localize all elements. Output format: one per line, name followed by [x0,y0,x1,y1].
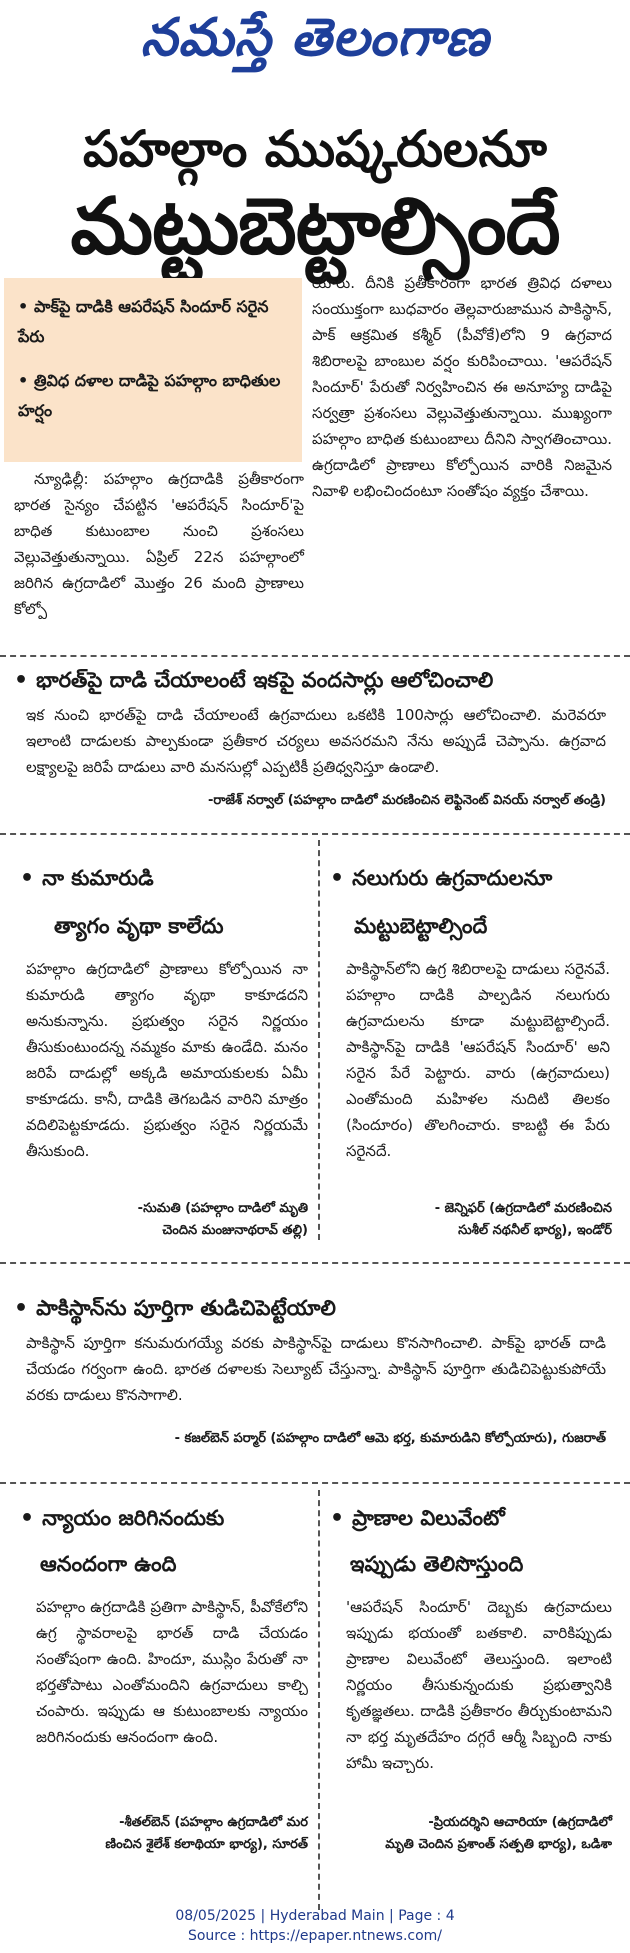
section-3-body: పాకిస్థాన్‌లోని ఉగ్ర శిబిరాలపై దాడులు సరైనవే. పహల్గాం దాడికి పాల్పడిన నలుగురు ఉగ్రవాదులను కూడా మట్టుబెట్టాల్సిందే. పాకిస్థాన్‌పై దాడికి 'ఆపరేషన్ సిందూర్' అని సరైన పేరే పెట్టారు. వారు (ఉగ్రవాదులు) ఎంతోమంది మహిళల నుదిటి తిలకం (సిందూరం) తొలగించారు. కాబట్టి ఈ పేరు సరైనదే. [346,960,610,1160]
headline-line-2: మట్టుబెట్టాల్సిందే [70,182,560,272]
section-divider [0,833,630,835]
lead-paragraph-right: యారు. దీనికి ప్రతీకారంగా భారత త్రివిధ దళాలు సంయుక్తంగా బుధవారం తెల్లవారుజామున పాకిస్థాన్, పాక్ ఆక్రమిత కశ్మీర్ (పీవోకే)లోని 9 ఉగ్రవాద శిబిరాలపై బాంబుల వర్షం కురిపించాయి. 'ఆపరేషన్ సిందూర్' పేరుతో నిర్వహించిన ఈ అనూహ్య దాడిపై సర్వత్రా ప్రశంసలు వెల్లువెత్తుతున్నాయి. ముఖ్యంగా పహల్గాం బాధిత కుటుంబాలు దీనిని స్వాగతించాయి. ఉగ్రదాడిలో ప్రాణాలు కోల్పోయిన వారికి నిజమైన నివాళి లభించిందంటూ సంతోషం వ్యక్తం చేశాయి. [312,274,612,500]
bullet-icon: • [20,1506,35,1531]
bullet-icon: • [330,1506,345,1531]
bullet-icon: • [18,371,29,390]
highlight-item: • త్రివిధ దళాల దాడిపై పహల్గాం బాధితుల హర్షం [18,366,288,426]
footer-source: Source : https://epaper.ntnews.com/ [187,1928,443,1944]
column-divider [318,840,320,1240]
section-1-body: ఇక నుంచి భారత్‌పై దాడి చేయాలంటే ఉగ్రవాదులు ఒకటికి 100సార్లు ఆలోచించాలి. మరెవరూ ఇలాంటి దాడులకు పాల్పకుండా ప్రతీకార చర్యలు అవసరమని నేను అప్పుడే చెప్పాను. ఉగ్రవాద లక్ష్యాలపై జరిపే దాడులు వారి మనసుల్లో ఎప్పటికీ ప్రతిధ్వనిస్తూ ఉండాలి. [26,706,606,776]
masthead [0,0,630,88]
section-2-byline: -సుమతి (పహల్గాం దాడిలో మృతి చెందిన మంజునాథరావ్ తల్లి) [137,1201,308,1238]
highlights-box [4,278,302,462]
section-3-byline: - జెన్నిఫర్ (ఉగ్రదాడిలో మరణించిన సుశీల్ నథనీల్ భార్య), ఇండోర్ [434,1201,612,1238]
footer-date-edition: 08/05/2025 | Hyderabad Main | Page : 4 [175,1908,455,1924]
section-6-heading-line-2: ఇప్పుడు తెలిసొస్తుంది [350,1552,524,1576]
section-1-byline: -రాజేశ్ నర్వాల్ (పహల్గాం దాడిలో మరణించిన లెఫ్టినెంట్ వినయ్ నర్వాల్ తండ్రి) [207,793,606,808]
highlight-item: • పాక్‌పై దాడికి ఆపరేషన్ సిందూర్ సరైన పేరు [18,292,288,352]
lead-paragraph-left: న్యూఢిల్లీ: పహల్గాం ఉగ్రదాడికి ప్రతీకారంగా భారత సైన్యం చేపట్టిన 'ఆపరేషన్ సిందూర్'పై బాధిత కుటుంబాల నుంచి ప్రశంసలు వెల్లువెత్తుతున్నాయి. ఏప్రిల్ 22న పహల్గాంలో జరిగిన ఉగ్రదాడిలో మొత్తం 26 మంది ప్రాణాలు కోల్పో [14,470,304,618]
masthead-title: నమస్తే తెలంగాణ [140,7,490,68]
section-divider [0,1262,630,1264]
bullet-icon: • [18,297,29,316]
section-divider [0,655,630,657]
section-6-byline: -ప్రియదర్శిని ఆచారియా (ఉగ్రదాడిలో మృతి చెందిన ప్రశాంత్ సత్పతి భార్య), ఒడిశా [385,1815,612,1852]
section-5-byline: -శీతల్‌బెన్ (పహల్గాం ఉగ్రదాడిలో మర ణించిన శైలేశ్ కలాథియా భార్య), సూరత్ [105,1815,308,1852]
section-3-heading: • నలుగురు ఉగ్రవాదులనూ [330,866,553,891]
section-6-heading: • ప్రాణాల విలువేంటో [330,1506,505,1531]
section-6-body: 'ఆపరేషన్ సిందూర్' దెబ్బకు ఉగ్రవాదులు ఇప్పుడు భయంతో బతకాలి. వారికిప్పుడు ప్రాణాల విలువేంటో తెలుస్తుంది. ఇలాంటి నిర్ణయం తీసుకున్నందుకు ప్రభుత్వానికి కృతజ్ఞతలు. దాడికి ప్రతీకారం తీర్చుకుంటామని నా భర్త మృతదేహం దగ్గరే ఆర్మీ సిబ్బంది నాకు హామీ ఇచ్చారు. [346,1598,612,1772]
section-5-heading: • న్యాయం జరిగినందుకు [20,1506,225,1531]
bullet-icon: • [14,668,29,693]
section-1-heading: • భారత్‌పై దాడి చేయాలంటే ఇకపై వందసార్లు ఆలోచించాలి [14,668,494,693]
column-divider [318,1490,320,1910]
section-2-body: పహల్గాం ఉగ్రదాడిలో ప్రాణాలు కోల్పోయిన నా కుమారుడి త్యాగం వృథా కాకూడదని అనుకున్నాను. ప్రభుత్వం సరైన నిర్ణయం తీసుకుంటుందన్న నమ్మకం మాకు ఉండేది. మనం జరిపే దాడుల్లో అక్కడి అమాయకులకు ఏమీ కాకూడదు. కానీ, దాడికి తెగబడిన వారిని మాత్రం వదిలిపెట్టకూడదు. ప్రభుత్వం సరైన నిర్ణయమే తీసుకుంది. [26,960,308,1160]
section-4-body: పాకిస్థాన్ పూర్తిగా కనుమరుగయ్యే వరకు పాకిస్థాన్‌పై దాడులు కొనసాగించాలి. పాక్‌పై భారత్ దాడి చేయడం గర్వంగా ఉంది. భారత దళాలకు సెల్యూట్ చేస్తున్నా. పాకిస్థాన్ పూర్తిగా తుడిచిపెట్టుకుపోయే వరకు దాడులు కొనసాగాలి. [26,1334,606,1404]
section-5-body: పహల్గాం ఉగ్రదాడికి ప్రతిగా పాకిస్థాన్, పీవోకేలోని ఉగ్ర స్థావరాలపై భారత్ దాడి చేయడం సంతోషంగా ఉంది. హిందూ, ముస్లిం పేరుతో నా భర్తతోపాటు ఎంతోమందిని ఉగ్రవాదులు కాల్చి చంపారు. ఇప్పుడు ఆ కుటుంబాలకు న్యాయం జరిగినందుకు ఆనందంగా ఉంది. [36,1598,308,1746]
headline-line-1: పహల్గాం ముష్కరులనూ [83,120,547,178]
bullet-icon: • [14,1296,29,1321]
section-divider [0,1482,630,1484]
section-4-byline: - కజల్‌బెన్ పర్మార్ (పహల్గాం దాడిలో ఆమె భర్త, కుమారుడిని కోల్పోయారు), గుజరాత్ [174,1431,606,1446]
section-3-heading-line-2: మట్టుబెట్టాల్సిందే [354,914,488,938]
bullet-icon: • [330,866,345,891]
section-2-heading-line-2: త్యాగం వృథా కాలేదు [54,914,224,938]
section-2-heading: • నా కుమారుడి [20,866,154,891]
section-5-heading-line-2: ఆనందంగా ఉంది [40,1552,177,1576]
bullet-icon: • [20,866,35,891]
section-4-heading: • పాకిస్థాన్‌ను పూర్తిగా తుడిచిపెట్టేయాలి [14,1296,336,1321]
